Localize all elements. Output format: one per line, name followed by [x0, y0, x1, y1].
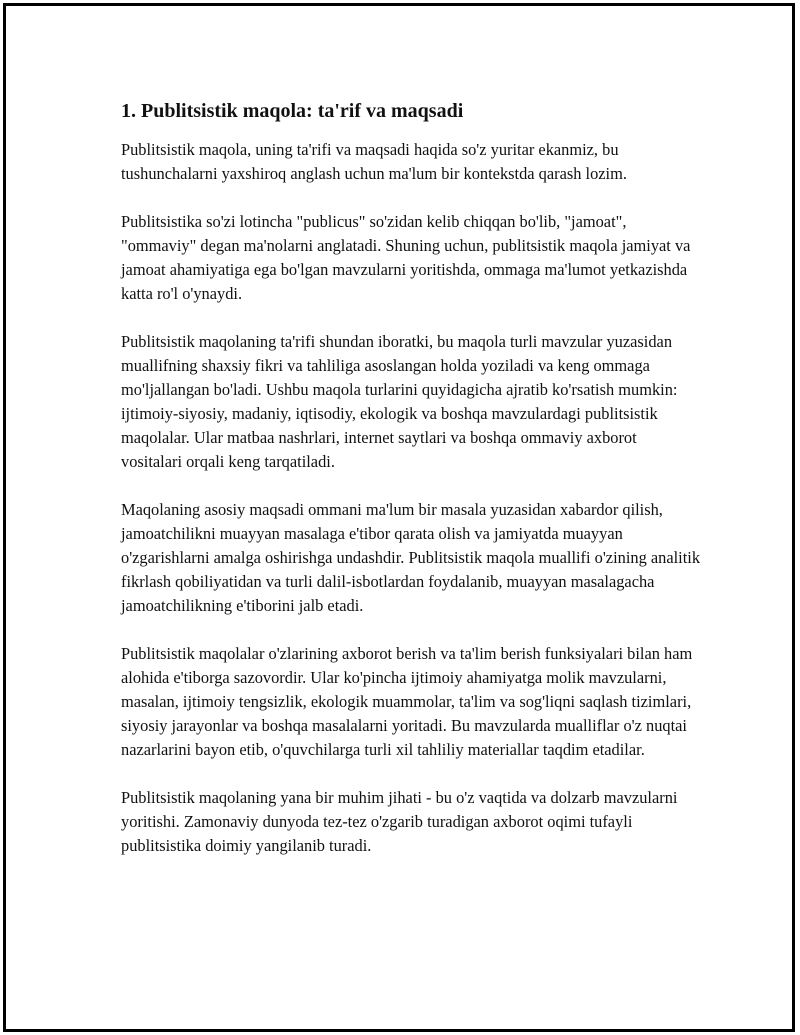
paragraph-6: Publitsistik maqolaning yana bir muhim jihati - bu o'z vaqtida va dolzarb mavzularni yoritishi. Zamonaviy dunyoda tez-tez o'zgarib turadigan axborot oqimi tufayli publitsistika doimiy yangilanib turadi.: [121, 788, 678, 855]
paragraph-4: Maqolaning asosiy maqsadi ommani ma'lum bir masala yuzasidan xabardor qilish, jamoatchilikni muayyan masalaga e'tibor qarata olish va jamiyatda muayyan o'zgarishlarni amalga oshirishga undashdir. Publitsistik maqola muallifi o'zining analitik fikrlash qobiliyatidan va turli dalil-isbotlardan foydalanib, muayyan masalagacha jamoatchilikning e'tiborini jalb etadi.: [121, 500, 701, 615]
document-page: [3, 3, 795, 1032]
document-content: [121, 96, 701, 882]
paragraph-3: Publitsistik maqolaning ta'rifi shundan iboratki, bu maqola turli mavzular yuzasidan muallifning shaxsiy fikri va tahliliga asoslangan holda yoziladi va keng ommaga mo'ljallangan bo'ladi. Ushbu maqola turlarini quyidagicha ajratib ko'rsatish mumkin: ijtimoiy-siyosiy, madaniy, iqtisodiy, ekologik va boshqa mavzulardagi publitsistik maqolalar. Ular matbaa nashrlari, internet saytlari va boshqa ommaviy axborot vositalari orqali keng tarqatiladi.: [121, 332, 678, 471]
paragraph-2: Publitsistika so'zi lotincha "publicus" so'zidan kelib chiqqan bo'lib, "jamoat", "ommaviy" degan ma'nolarni anglatadi. Shuning uchun, publitsistik maqola jamiyat va jamoat ahamiyatiga ega bo'lgan mavzularni yoritishda, ommaga ma'lumot yetkazishda katta ro'l o'ynaydi.: [121, 212, 691, 303]
paragraph-5: Publitsistik maqolalar o'zlarining axborot berish va ta'lim berish funksiyalari bilan ham alohida e'tiborga sazovordir. Ular ko'pincha ijtimoiy ahamiyatga molik mavzularni, masalan, ijtimoiy tengsizlik, ekologik muammolar, ta'lim va sog'liqni saqlash tizimlari, siyosiy jarayonlar va boshqa masalalarni yoritadi. Bu mavzularda mualliflar o'z nuqtai nazarlarini bayon etib, o'quvchilarga turli xil tahliliy materiallar taqdim etadilar.: [121, 644, 693, 759]
section-heading: 1. Publitsistik maqola: ta'rif va maqsadi: [121, 100, 464, 122]
paragraph-1: Publitsistik maqola, uning ta'rifi va maqsadi haqida so'z yuritar ekanmiz, bu tushunchalarni yaxshiroq anglash uchun ma'lum bir kontekstda qarash lozim.: [121, 140, 627, 183]
